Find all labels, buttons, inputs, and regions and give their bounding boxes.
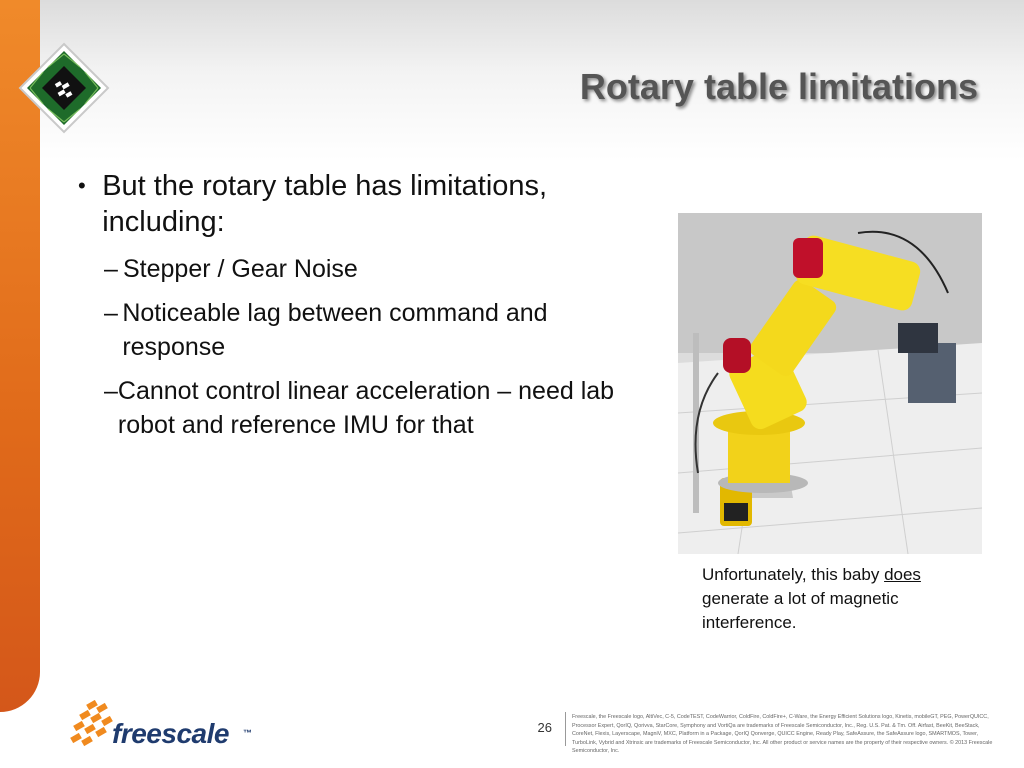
slide-body [78,168,638,452]
sub-bullet-text: Stepper / Gear Noise [123,255,358,283]
sub-bullet-text: Cannot control linear acceleration – need lab robot and reference IMU for that [117,377,615,439]
sub-bullet-dash: – [104,255,118,283]
trademark-symbol: ™ [243,728,252,738]
robot-arm-photo [678,213,982,554]
sub-bullet-text: Noticeable lag between command and response [122,299,548,361]
freescale-wordmark: freescale [112,718,229,749]
footer-divider [565,712,566,746]
caption-text-after: generate a lot of magnetic interference. [702,589,899,632]
main-bullet [78,168,638,240]
photo-caption [702,563,972,635]
sub-bullet-item [104,296,638,364]
freescale-chip-logo-icon [18,42,110,134]
sub-bullet-item [104,252,638,286]
caption-text-before: Unfortunately, this baby [702,565,885,584]
caption-underlined-word: does [884,565,921,584]
legal-disclaimer: Freescale, the Freescale logo, AltiVec, C-5, CodeTEST, CodeWarrior, ColdFire, ColdFire+, C-Ware, the Energy Efficient Solutions logo, Kinetis, mobileGT, PEG, PowerQUICC, Processor Expert, QorIQ, Qorivva, StarCore, Symphony and VortiQa are trademarks of Freescale Semiconductor, Inc., Reg. U.S. Pat. & Tm. Off. Airfast, BeeKit, BeeStack, CoreNet, Flexis, Layerscape, MagniV, MXC, Platform in a Package, QorIQ Qonverge, QUICC Engine, Ready Play, SafeAssure, the SafeAssure logo, SMARTMOS, Tower, TurboLink, Vybrid and Xtrinsic are trademarks of Freescale Semiconductor, Inc. All other product or service names are the property of their respective owners. © 2013 Freescale Semiconductor, Inc. [572,714,993,755]
page-number: 26 [537,720,552,735]
sub-bullet-dash: – [104,377,118,405]
bullet-marker: • [78,173,86,198]
sub-bullet-list [104,252,638,442]
sub-bullet-item [104,374,638,442]
sub-bullet-dash: – [104,299,118,327]
main-bullet-text: But the rotary table has limitations, including: [102,170,548,238]
slide-title: Rotary table limitations [579,66,978,107]
